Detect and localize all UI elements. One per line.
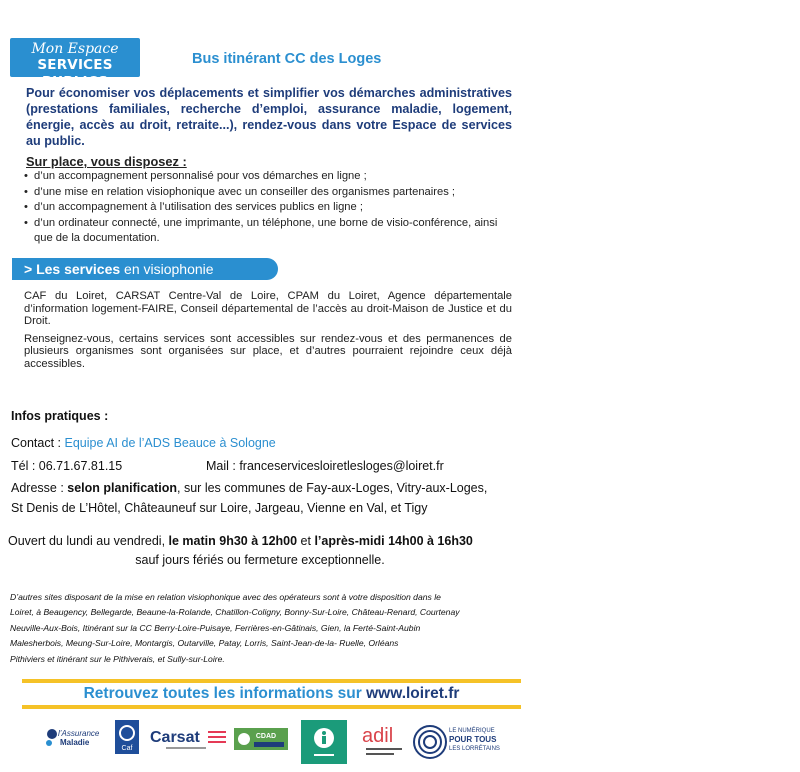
carsat-icon xyxy=(148,718,232,766)
page-title: Bus itinérant CC des Loges xyxy=(192,51,382,67)
adil-logo xyxy=(360,718,408,766)
footer-text: Retrouvez toutes les informations sur www.loiret.fr xyxy=(83,685,460,702)
svg-text:l’Assurance: l’Assurance xyxy=(58,729,100,738)
visio-section-banner xyxy=(12,258,278,280)
banner-bold: Les services xyxy=(36,261,121,277)
caf-icon xyxy=(112,718,142,766)
caf-logo xyxy=(112,718,142,766)
banner-prefix: > xyxy=(24,261,37,277)
svg-text:Maladie: Maladie xyxy=(60,738,90,747)
list-item: • d’un accompagnement personnalisé pour vos démarches en ligne ; xyxy=(24,169,516,185)
svg-text:POUR TOUS: POUR TOUS xyxy=(449,735,497,744)
intro-paragraph: Pour économiser vos déplacements et simplifier vos démarches administratives (prestations familiales, recherche d’emploi, assurance maladie, logement, énergie, accès au droit, retraite...), rendez-vous dans votre Espace de services au public. xyxy=(26,86,512,148)
list-item: • d’une mise en relation visiophonique avec un conseiller des organismes partenaires ; xyxy=(24,185,516,201)
contact-value: Equipe AI de l’ADS Beauce à Sologne xyxy=(64,436,276,450)
on-site-list xyxy=(24,169,516,247)
numerique-pour-tous-icon xyxy=(412,718,502,766)
svg-text:adil: adil xyxy=(362,725,394,747)
contact-label: Contact : xyxy=(11,436,65,450)
assurance-maladie-logo xyxy=(44,718,106,766)
carsat-logo xyxy=(148,718,232,766)
opening-hours: Ouvert du lundi au vendredi, le matin 9h30 à 12h00 et l’après-midi 14h00 à 16h30 xyxy=(8,534,473,548)
bullet-icon: • xyxy=(24,185,28,198)
address-rest: , sur les communes de Fay-aux-Loges, Vitry-aux-Loges, xyxy=(177,481,488,495)
phone-number: Tél : 06.71.67.81.15 xyxy=(11,459,123,473)
svg-text:LE NUMÉRIQUE: LE NUMÉRIQUE xyxy=(449,728,495,734)
other-sites-text: D’autres sites disposant de la mise en relation visiophonique avec des opérateurs sont à votre disposition dans le Loiret, à Beaugency, Bellegarde, Beaune-la-Rolande, Chatillon-Coligny, Bonny-Sur-Loire, Château-Renard, Courtenay Neuville-Aux-Bois, Itinérant sur la CC Berry-Loire-Puisaye, Ferrières-en-Gâtinais, Gien, la Ferté-Saint-Aubin Malesherbois, Meung-Sur-Loire, Montargis, Outarville, Patay, Lorris, Saint-Jean-de-la- Ruelle, Orléans Pithiviers et itinérant sur le Pithiverais, et Sully-sur-Loire. xyxy=(10,592,460,664)
visio-paragraph-2: Renseignez-vous, certains services sont accessibles sur rendez-vous et des permanences de plusieurs organismes sont organisées sur place, et d’autres pourraient rejoindre ceux déjà accessibles. xyxy=(24,332,512,370)
infos-title: Infos pratiques : xyxy=(11,409,109,423)
logo-line1: Mon Espace xyxy=(31,41,119,57)
bullet-icon: • xyxy=(24,216,28,229)
contact-line xyxy=(11,436,276,450)
numerique-pour-tous-logo xyxy=(412,718,502,766)
list-item: • d’un ordinateur connecté, une imprimante, un téléphone, une borne de visio-conférence, ainsi que de la documentation. xyxy=(24,216,498,244)
svg-text:Carsat: Carsat xyxy=(150,729,200,746)
address-line-1 xyxy=(11,481,487,495)
visio-text xyxy=(24,290,512,376)
bullet-icon: • xyxy=(24,201,28,213)
list-item: • d’un accompagnement à l’utilisation des services publics en ligne ; xyxy=(24,200,516,216)
svg-text:CDAD: CDAD xyxy=(255,733,277,740)
loiret-website-link[interactable]: www.loiret.fr xyxy=(366,685,460,702)
logo-line2: SERVICES PUBLICS xyxy=(37,57,113,90)
banner-rest: en visiophonie xyxy=(120,261,214,277)
maison-france-services-logo xyxy=(300,718,348,766)
address-line-2: St Denis de L’Hôtel, Châteauneuf sur Loire, Jargeau, Vienne en Val, et Tigy xyxy=(11,501,428,515)
cdad-loiret-logo xyxy=(232,718,290,766)
cdad-icon xyxy=(232,718,290,766)
opening-hours-note: sauf jours fériés ou fermeture exceptionnelle. xyxy=(135,553,385,567)
address-bold: selon planification xyxy=(67,481,178,495)
visio-paragraph-1: CAF du Loiret, CARSAT Centre-Val de Loire, CPAM du Loiret, Agence départementale d’information logement-FAIRE, Conseil départemental de l’accès au droit-Maison de Justice et du Droit. xyxy=(24,290,512,328)
adil-icon xyxy=(360,718,408,766)
on-site-heading: Sur place, vous disposez : xyxy=(26,154,187,169)
address-label: Adresse : xyxy=(11,481,68,495)
info-icon xyxy=(300,718,348,766)
espace-services-publics-logo xyxy=(10,38,140,90)
email-address: Mail : franceservicesloiretlesloges@loiret.fr xyxy=(206,459,444,473)
svg-text:LES LORRÉTAINS: LES LORRÉTAINS xyxy=(449,746,500,752)
assurance-maladie-icon xyxy=(44,718,106,766)
svg-text:Caf: Caf xyxy=(121,745,133,752)
bullet-icon: • xyxy=(24,170,28,182)
